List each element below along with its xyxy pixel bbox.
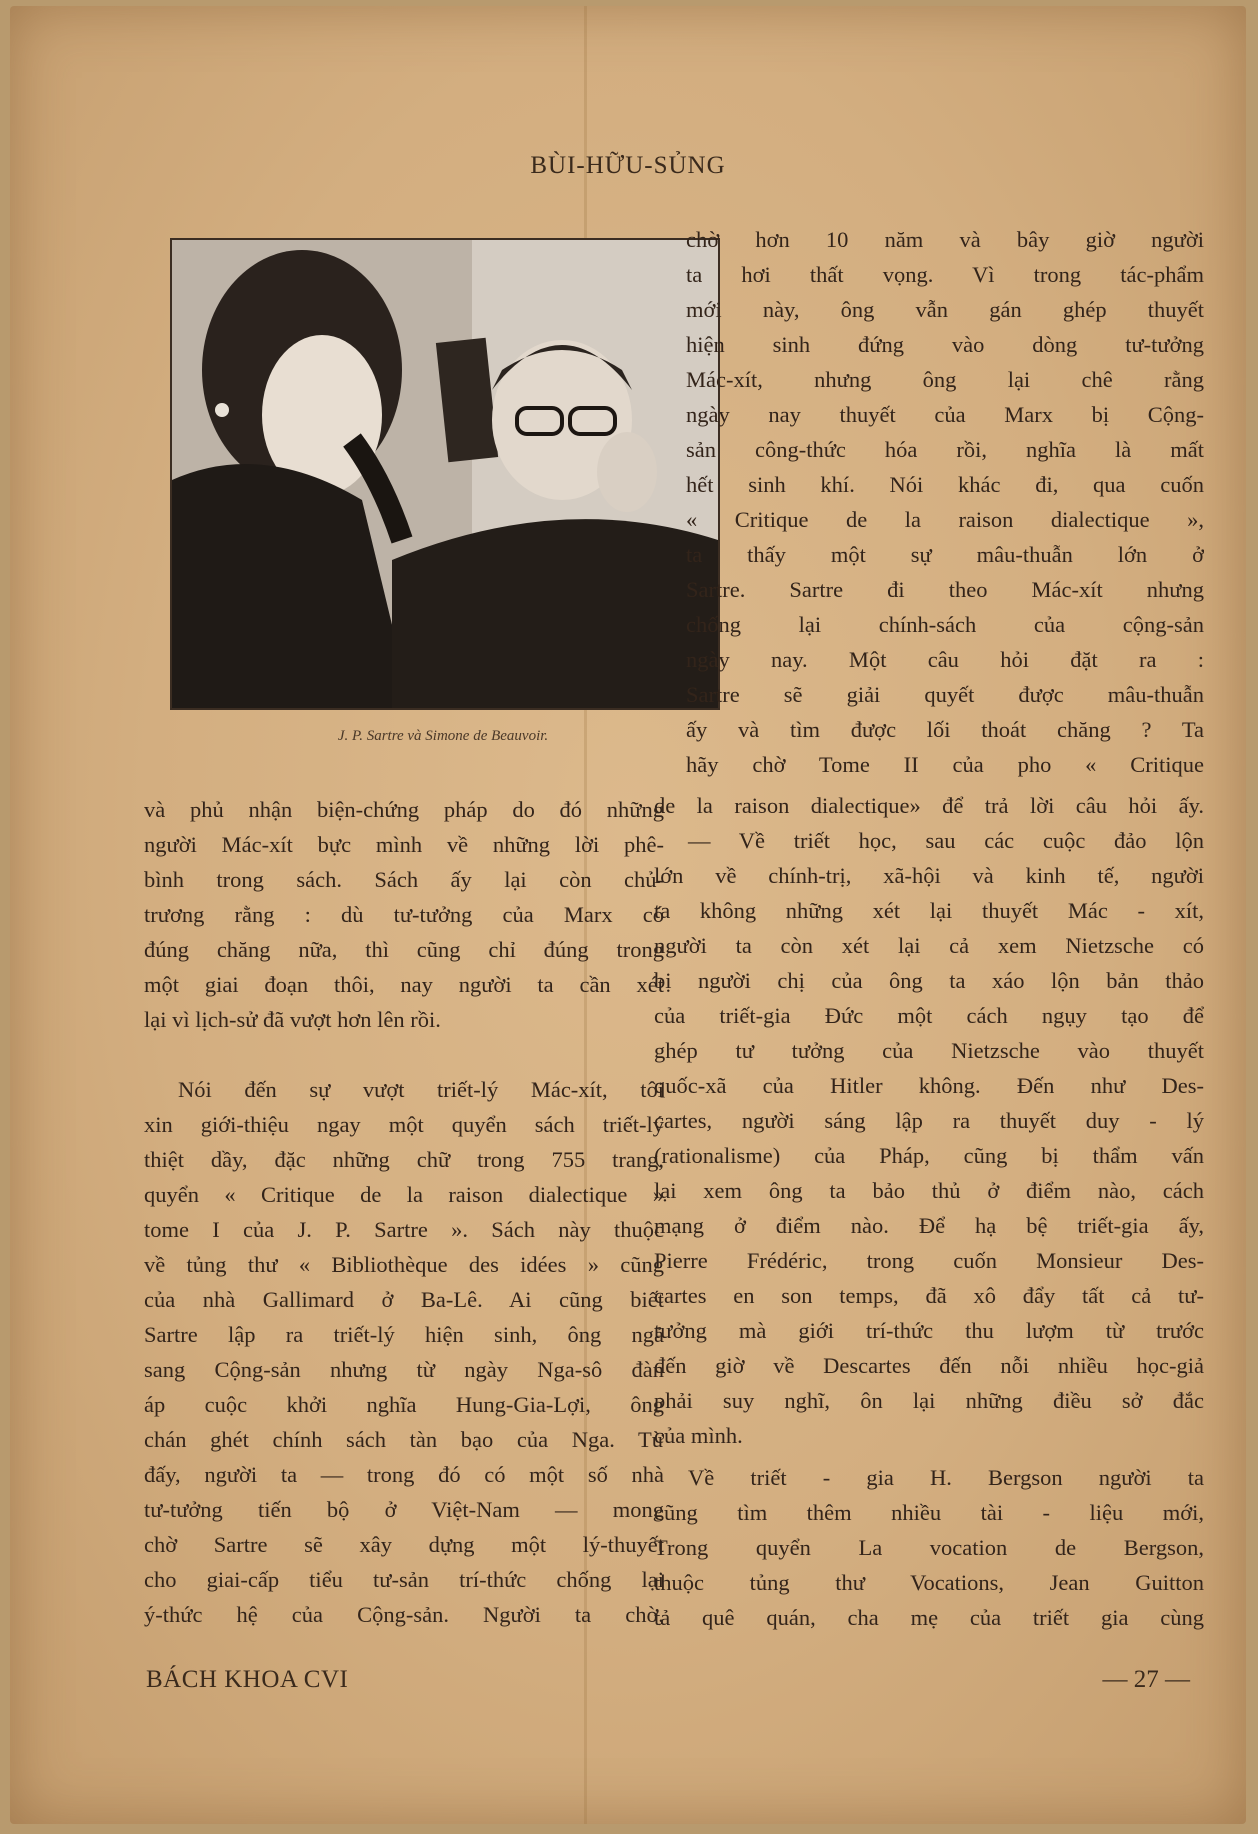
text-line: « Critique de la raison dialectique », <box>686 507 1204 532</box>
text-line: ta không những xét lại thuyết Mác - xít, <box>654 898 1204 923</box>
text-line: chống lại chính-sách của cộng-sản <box>686 612 1204 637</box>
text-line: Nói đến sự vượt triết-lý Mác-xít, tôi <box>178 1077 664 1102</box>
text-line: ta thấy một sự mâu-thuẫn lớn ở <box>686 542 1204 567</box>
text-line: ngày nay thuyết của Marx bị Cộng- <box>686 402 1204 427</box>
text-line: sản công-thức hóa rồi, nghĩa là mất <box>686 437 1204 462</box>
text-line: mới này, ông vẫn gán ghép thuyết <box>686 297 1204 322</box>
text-line: Sartre sẽ giải quyết được mâu-thuẫn <box>686 682 1204 707</box>
text-line: một giai đoạn thôi, nay người ta cần xét <box>144 972 664 997</box>
photo-sartre-beauvoir <box>170 238 720 710</box>
text-line: quốc-xã của Hitler không. Đến như Des- <box>654 1073 1204 1098</box>
text-line: cũng tìm thêm nhiều tài - liệu mới, <box>654 1500 1204 1525</box>
text-line: áp cuộc khởi nghĩa Hung-Gia-Lợi, ông <box>144 1392 664 1417</box>
text-line: ấy và tìm được lối thoát chăng ? Ta <box>686 717 1204 742</box>
text-line: tư-tưởng tiến bộ ở Việt-Nam — mong <box>144 1497 664 1522</box>
text-line: de la raison dialectique» để trả lời câu hỏi ấy. <box>654 793 1204 818</box>
text-line: — Về triết học, sau các cuộc đảo lộn <box>688 828 1204 853</box>
magazine-page <box>10 6 1246 1824</box>
text-line: của nhà Gallimard ở Ba-Lê. Ai cũng biết <box>144 1287 664 1312</box>
text-line: chờ hơn 10 năm và bây giờ người <box>686 227 1204 252</box>
text-line: của triết-gia Đức một cách ngụy tạo để <box>654 1003 1204 1028</box>
footer-page-number: — 27 — <box>1102 1666 1190 1693</box>
text-line: mạng ở điểm nào. Để hạ bệ triết-gia ấy, <box>654 1213 1204 1238</box>
text-line: hãy chờ Tome II của pho « Critique <box>686 752 1204 777</box>
footer-publication: BÁCH KHOA CVI <box>146 1666 349 1693</box>
text-line: đúng chăng nữa, thì cũng chỉ đúng trong <box>144 937 664 962</box>
text-line: Mác-xít, nhưng ông lại chê rằng <box>686 367 1204 392</box>
text-line: Sartre. Sartre đi theo Mác-xít nhưng <box>686 577 1204 602</box>
left-column-paragraph-2 <box>144 1072 664 1632</box>
text-line: tưởng mà giới trí-thức thu lượm từ trước <box>654 1318 1204 1343</box>
text-line: quyển « Critique de la raison dialectique » <box>144 1182 664 1207</box>
text-line: tả quê quán, cha mẹ của triết gia cùng <box>654 1605 1204 1630</box>
text-line: hết sinh khí. Nói khác đi, qua cuốn <box>686 472 1204 497</box>
text-line: xin giới-thiệu ngay một quyển sách triết-lý <box>144 1112 664 1137</box>
text-line: Pierre Frédéric, trong cuốn Monsieur Des- <box>654 1248 1204 1273</box>
photo-image <box>172 240 718 708</box>
text-line: bình trong sách. Sách ấy lại còn chủ- <box>144 867 664 892</box>
text-line: lại xem ông ta bảo thủ ở điểm nào, cách <box>654 1178 1204 1203</box>
text-line: đến giờ về Descartes đến nỗi nhiều học-giả <box>654 1353 1204 1378</box>
text-line: bị người chị của ông ta xáo lộn bản thảo <box>654 968 1204 993</box>
photo-caption: J. P. Sartre và Simone de Beauvoir. <box>337 728 549 744</box>
text-line: hiện sinh đứng vào dòng tư-tưởng <box>686 332 1204 357</box>
text-line: đấy, người ta — trong đó có một số nhà <box>144 1462 664 1487</box>
text-line: và phủ nhận biện-chứng pháp do đó những <box>144 797 664 822</box>
text-line: tome I của J. P. Sartre ». Sách này thuộc <box>144 1217 664 1242</box>
text-line: về tủng thư « Bibliothèque des idées » cũng <box>144 1252 664 1277</box>
text-line: lại vì lịch-sử đã vượt hơn lên rồi. <box>144 1007 441 1032</box>
text-line: ghép tư tưởng của Nietzsche vào thuyết <box>654 1038 1204 1063</box>
text-line: người Mác-xít bực mình về những lời phê- <box>144 832 664 857</box>
text-line: Về triết - gia H. Bergson người ta <box>688 1465 1204 1490</box>
text-line: chán ghét chính sách tàn bạo của Nga. Từ <box>144 1427 664 1452</box>
text-line: (rationalisme) của Pháp, cũng bị thẩm vấn <box>654 1143 1204 1168</box>
text-line: trương rằng : dù tư-tưởng của Marx có <box>144 902 664 927</box>
text-line: Trong quyển La vocation de Bergson, <box>654 1535 1204 1560</box>
text-line: Sartre lập ra triết-lý hiện sinh, ông ngả <box>144 1322 664 1347</box>
text-line: phải suy nghĩ, ôn lại những điều sở đắc <box>654 1388 1204 1413</box>
text-line: ý-thức hệ của Cộng-sản. Người ta chờ, <box>144 1602 664 1627</box>
right-column-paragraph-1 <box>686 222 1204 782</box>
page-header-author: BÙI-HỮU-SỦNG <box>530 152 726 179</box>
text-line: cho giai-cấp tiểu tư-sản trí-thức chống lại <box>144 1567 664 1592</box>
text-line: cartes, người sáng lập ra thuyết duy - lý <box>654 1108 1204 1133</box>
text-line: thiệt dầy, đặc những chữ trong 755 trang, <box>144 1147 664 1172</box>
text-line: cartes en son temps, đã xô đẩy tất cả tư- <box>654 1283 1204 1308</box>
text-line: thuộc tủng thư Vocations, Jean Guitton <box>654 1570 1204 1595</box>
text-line: ngày nay. Một câu hỏi đặt ra : <box>686 647 1204 672</box>
text-line: lớn về chính-trị, xã-hội và kinh tế, người <box>654 863 1204 888</box>
text-line: người ta còn xét lại cả xem Nietzsche có <box>654 933 1204 958</box>
text-line: của mình. <box>654 1423 743 1448</box>
right-column-paragraph-3 <box>654 1460 1204 1635</box>
text-line: chờ Sartre sẽ xây dựng một lý-thuyết <box>144 1532 664 1557</box>
left-column-paragraph-1 <box>144 792 664 1037</box>
text-line: sang Cộng-sản nhưng từ ngày Nga-sô đàn <box>144 1357 664 1382</box>
text-line: ta hơi thất vọng. Vì trong tác-phẩm <box>686 262 1204 287</box>
right-column-paragraph-2 <box>654 788 1204 1453</box>
